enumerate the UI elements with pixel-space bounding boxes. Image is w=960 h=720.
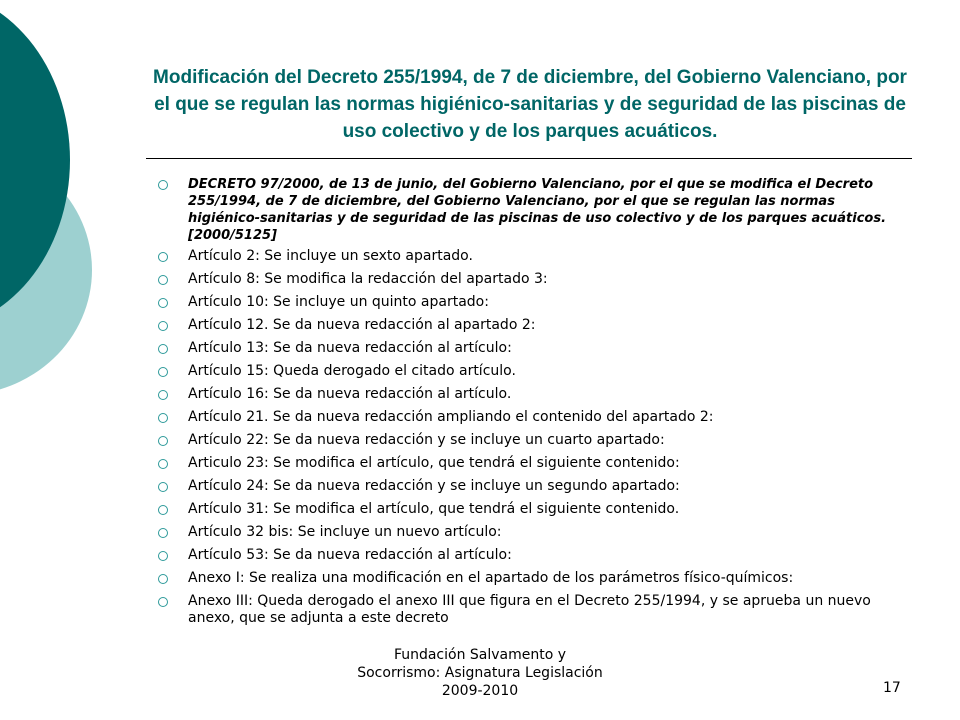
bullet-circle-icon [158,597,168,607]
list-item [158,340,898,357]
list-item-text: Artículo 8: Se modifica la redacción del apartado 3: [188,271,548,287]
list-item [158,386,898,403]
list-item [158,455,898,472]
list-item [158,593,898,627]
list-item [158,317,898,334]
list-item-text: Artículo 24: Se da nueva redacción y se incluye un segundo apartado: [188,478,680,494]
bullet-circle-icon [158,459,168,469]
bullet-circle-icon [158,413,168,423]
footer-line: Fundación Salvamento y [393,647,567,663]
title-divider [146,158,912,159]
bullet-circle-icon [158,574,168,584]
bullet-circle-icon [158,321,168,331]
bullet-circle-icon [158,436,168,446]
list-item-text: Artículo 13: Se da nueva redacción al artículo: [188,340,512,356]
bullet-circle-icon [158,505,168,515]
bullet-list [158,176,898,633]
list-item [158,478,898,495]
list-item-text: Artículo 16: Se da nueva redacción al artículo. [188,386,512,402]
bullet-circle-icon [158,252,168,262]
list-item [158,294,898,311]
list-item-text: Artículo 53: Se da nueva redacción al artículo: [188,547,512,563]
list-item-text: Anexo I: Se realiza una modificación en el apartado de los parámetros físico-químicos: [188,570,794,586]
bullet-circle-icon [158,390,168,400]
list-item-text: Artículo 12. Se da nueva redacción al apartado 2: [188,317,536,333]
footer-line: 2009-2010 [441,683,519,699]
bullet-circle-icon [158,275,168,285]
bullet-circle-icon [158,298,168,308]
bullet-circle-icon [158,528,168,538]
list-item [158,570,898,587]
list-item [158,501,898,518]
list-item [158,176,898,244]
list-item [158,547,898,564]
bullet-circle-icon [158,482,168,492]
list-item-text: Artículo 10: Se incluye un quinto apartado: [188,294,489,310]
page-number: 17 [883,680,901,696]
list-item-text: Artículo 15: Queda derogado el citado artículo. [188,363,516,379]
list-item [158,524,898,541]
list-item-text: Artículo 2: Se incluye un sexto apartado. [188,248,473,264]
list-item-text: Artículo 32 bis: Se incluye un nuevo artículo: [188,524,502,540]
list-item-text: Artículo 21. Se da nueva redacción ampliando el contenido del apartado 2: [188,409,714,425]
list-item [158,409,898,426]
bullet-circle-icon [158,180,168,190]
list-item-text: Artículo 31: Se modifica el artículo, que tendrá el siguiente contenido. [188,501,680,517]
list-item-text: Anexo III: Queda derogado el anexo III que figura en el Decreto 255/1994, y se aprueba un nuevo anexo, que se adjunta a este decreto [188,593,871,626]
list-item-text: Artículo 22: Se da nueva redacción y se incluye un cuarto apartado: [188,432,665,448]
list-item-text: DECRETO 97/2000, de 13 de junio, del Gobierno Valenciano, por el que se modifica el Decreto 255/1994, de 7 de diciembre, del Gobierno Valenciano, por el que se regulan las normas higiénico-sanitarias y de seguridad de las piscinas de uso colectivo y de los parques acuáticos. [2000/5125] [188,177,887,243]
list-item [158,271,898,288]
list-item [158,363,898,380]
footer-line: Socorrismo: Asignatura Legislación [357,665,603,681]
bullet-circle-icon [158,551,168,561]
slide-title: Modificación del Decreto 255/1994, de 7 de diciembre, del Gobierno Valenciano, por el que se regulan las normas higiénico-sanitarias y de seguridad de las piscinas de uso colectivo y de los parques acuáticos. [153,67,907,142]
bullet-circle-icon [158,367,168,377]
bullet-circle-icon [158,344,168,354]
list-item [158,432,898,449]
slide-footer [330,646,630,700]
list-item-text: Articulo 23: Se modifica el artículo, que tendrá el siguiente contenido: [188,455,680,471]
list-item [158,248,898,265]
